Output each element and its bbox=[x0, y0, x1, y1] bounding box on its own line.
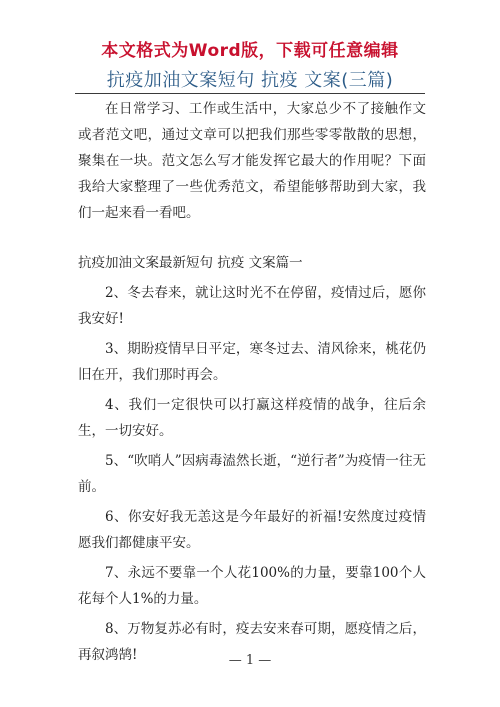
document-body bbox=[78, 96, 426, 672]
document-title: 抗疫加油文案短句 抗疫 文案(三篇) bbox=[106, 70, 394, 91]
list-item: 2、冬去春来，就让这时光不在停留，疫情过后，愿你我安好! bbox=[78, 285, 426, 327]
title-divider bbox=[75, 93, 425, 94]
intro-paragraph: 在日常学习、工作或生活中，大家总少不了接触作文或者范文吧，通过文章可以把我们那些零零散散的思想，聚集在一块。范文怎么写才能发挥它最大的作用呢？下面我给大家整理了一些优秀范文，希望能够帮助到大家，我们一起来看一看吧。 bbox=[78, 101, 426, 221]
list-item: 7、永远不要靠一个人花100%的力量，要靠100个人花每个人1%的力量。 bbox=[78, 565, 426, 607]
section-heading: 抗疫加油文案最新短句 抗疫 文案篇一 bbox=[78, 255, 303, 271]
list-item: 8、万物复苏必有时，疫去安来春可期，愿疫情之后，再叙鸿鹄! bbox=[78, 621, 426, 663]
format-banner: 本文格式为Word版，下载可任意编辑 bbox=[101, 41, 399, 61]
list-item: 3、期盼疫情早日平定，寒冬过去、清风徐来，桃花仍旧在开，我们那时再会。 bbox=[78, 341, 426, 383]
list-item: 4、我们一定很快可以打赢这样疫情的战争，往后余生，一切安好。 bbox=[78, 397, 426, 439]
page-number: — 1 — bbox=[228, 653, 272, 668]
list-item: 6、你安好我无恙这是今年最好的祈福!安然度过疫情愿我们都健康平安。 bbox=[78, 509, 426, 551]
list-item: 5、“吹哨人”因病毒溘然长逝，“逆行者”为疫情一往无前。 bbox=[78, 453, 426, 495]
